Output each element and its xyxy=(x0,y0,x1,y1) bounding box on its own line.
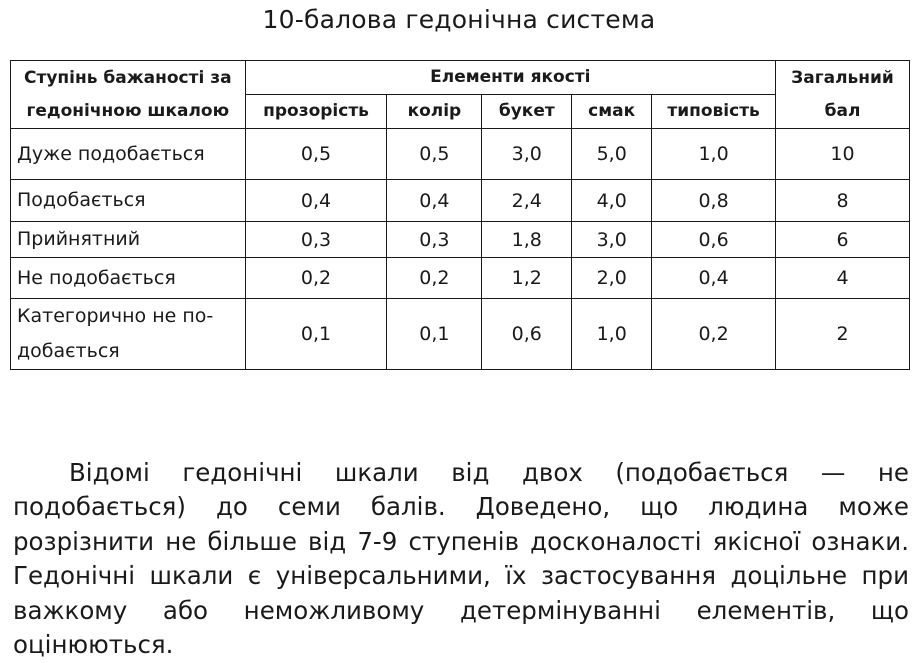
cell-bouquet: 3,0 xyxy=(482,129,572,180)
column-header-taste: смак xyxy=(572,95,652,129)
cell-total: 4 xyxy=(776,258,910,299)
cell-taste: 5,0 xyxy=(572,129,652,180)
cell-color: 0,2 xyxy=(387,258,482,299)
cell-total: 2 xyxy=(776,299,910,370)
row-grade: Подобається xyxy=(11,180,246,222)
cell-clarity: 0,3 xyxy=(245,222,387,258)
cell-clarity: 0,4 xyxy=(245,180,387,222)
cell-clarity: 0,5 xyxy=(245,129,387,180)
cell-typicity: 0,8 xyxy=(652,180,776,222)
cell-bouquet: 1,2 xyxy=(482,258,572,299)
row-grade: Прийнятний xyxy=(11,222,246,258)
cell-total: 8 xyxy=(776,180,910,222)
cell-typicity: 0,2 xyxy=(652,299,776,370)
table-row xyxy=(11,299,910,370)
cell-bouquet: 0,6 xyxy=(482,299,572,370)
row-grade: Категорично не по-добається xyxy=(11,299,246,370)
cell-color: 0,1 xyxy=(387,299,482,370)
cell-clarity: 0,1 xyxy=(245,299,387,370)
cell-total: 6 xyxy=(776,222,910,258)
row-grade: Не подобається xyxy=(11,258,246,299)
row-grade: Дуже подобається xyxy=(11,129,246,180)
cell-taste: 1,0 xyxy=(572,299,652,370)
column-header-clarity: прозорість xyxy=(245,95,387,129)
cell-total: 10 xyxy=(776,129,910,180)
cell-typicity: 0,6 xyxy=(652,222,776,258)
total-score-header: Загальний бал xyxy=(776,61,910,129)
column-header-typicity: типовість xyxy=(652,95,776,129)
cell-taste: 3,0 xyxy=(572,222,652,258)
cell-typicity: 1,0 xyxy=(652,129,776,180)
cell-typicity: 0,4 xyxy=(652,258,776,299)
table-row xyxy=(11,258,910,299)
column-header-bouquet: букет xyxy=(482,95,572,129)
cell-color: 0,4 xyxy=(387,180,482,222)
column-header-color: колір xyxy=(387,95,482,129)
page-title: 10-балова гедонічна система xyxy=(262,5,656,34)
table-row xyxy=(11,129,910,180)
cell-color: 0,3 xyxy=(387,222,482,258)
grade-column-header: Ступінь бажаності за гедонічною шкалою xyxy=(11,61,246,129)
cell-taste: 2,0 xyxy=(572,258,652,299)
table-row xyxy=(11,222,910,258)
cell-clarity: 0,2 xyxy=(245,258,387,299)
quality-elements-header: Елементи якості xyxy=(245,61,775,95)
cell-color: 0,5 xyxy=(387,129,482,180)
body-paragraph: Відомі гедонічні шкали від двох (подобається — не подобається) до семи балів. Доведено, що людина може розрізнити не більше від 7-9 ступенів досконалості якісної ознаки. Гедонічні шкали є універсальними, їх застосування доцільне при важкому або неможливому детермінуванні елементів, що оцінюються. xyxy=(13,457,909,659)
table-row xyxy=(11,180,910,222)
hedonic-scale-table xyxy=(10,60,910,370)
cell-bouquet: 2,4 xyxy=(482,180,572,222)
cell-bouquet: 1,8 xyxy=(482,222,572,258)
cell-taste: 4,0 xyxy=(572,180,652,222)
